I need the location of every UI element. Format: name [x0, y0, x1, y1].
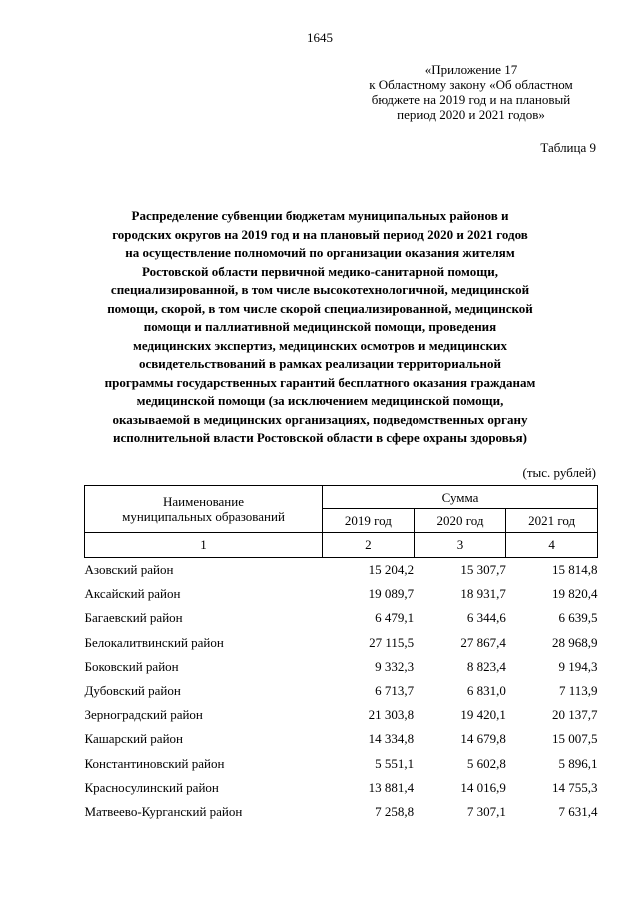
table-row: [85, 727, 598, 751]
header-sum: Сумма: [323, 486, 598, 509]
municipality-name: Аксайский район: [84, 586, 181, 602]
title-line: оказываемой в медицинских организациях, подведомственных органу: [112, 411, 528, 427]
value-2019: 13 881,4: [368, 779, 415, 795]
title-line: специализированной, в том числе высокотехнологичной, медицинской: [110, 282, 530, 297]
title-line: освидетельствований в рамках реализации территориальной: [138, 356, 501, 371]
column-number: 3: [414, 533, 506, 558]
header-year-2021: 2021 год: [506, 509, 598, 533]
table-row: [85, 631, 598, 655]
value-2021: 15 814,8: [552, 562, 598, 578]
value-2019: 19 089,7: [368, 586, 415, 602]
value-2020: 14 016,9: [460, 779, 506, 795]
title-line: помощи, скорой, в том числе скорой специализированной, медицинской: [107, 300, 533, 316]
value-2020: 6 344,6: [466, 610, 506, 626]
table-row: [85, 558, 598, 583]
value-2020: 6 831,0: [466, 683, 506, 699]
document-title: [80, 207, 560, 448]
municipality-name: Багаевский район: [84, 610, 183, 626]
value-2020: 18 931,7: [460, 586, 506, 602]
title-line: медицинской помощи (за исключением медицинской помощи,: [136, 393, 504, 408]
municipality-name: Белокалитвинский район: [84, 634, 224, 650]
value-2019: 9 332,3: [375, 658, 415, 674]
value-2020: 14 679,8: [460, 731, 506, 747]
value-2021: 7 113,9: [558, 683, 598, 699]
column-number: 4: [506, 533, 598, 558]
municipality-name: Константиновский район: [84, 755, 225, 771]
value-2019: 5 551,1: [375, 755, 415, 771]
title-line: Распределение субвенции бюджетам муниципальных районов и: [131, 208, 509, 223]
value-2020: 27 867,4: [460, 634, 506, 650]
value-2021: 15 007,5: [552, 731, 598, 747]
municipality-name: Красносулинский район: [84, 779, 219, 795]
header-name-line: Наименование: [163, 494, 244, 509]
title-line: помощи и паллиативной медицинской помощи, проведения: [143, 319, 497, 334]
title-line: медицинских экспертиз, медицинских осмотров и медицинских: [133, 337, 507, 353]
value-2019: 6 713,7: [375, 683, 415, 699]
value-2019: 27 115,5: [369, 634, 415, 650]
header-year-2019: 2019 год: [323, 509, 415, 533]
units-label: (тыс. рублей): [522, 465, 596, 480]
value-2021: 7 631,4: [558, 803, 598, 819]
value-2019: 6 479,1: [375, 610, 415, 626]
title-line: Ростовской области первичной медико-санитарной помощи,: [142, 263, 498, 279]
title-line: городских округов на 2019 год и на плановый период 2020 и 2021 годов: [112, 226, 528, 242]
table-row: [85, 582, 598, 606]
value-2021: 14 755,3: [552, 779, 598, 795]
table-row: [85, 606, 598, 630]
municipality-name: Азовский район: [84, 562, 174, 578]
title-line: на осуществление полномочий по организации оказания жителям: [125, 245, 515, 260]
header-municipality: [85, 486, 323, 533]
header-name-line: муниципальных образований: [122, 509, 285, 524]
page-number: 1645: [307, 30, 333, 45]
municipality-name: Боковский район: [84, 658, 179, 674]
header-year-2020: 2020 год: [414, 509, 506, 533]
value-2020: 19 420,1: [460, 707, 506, 723]
appendix-line: к Областному закону «Об областном: [369, 77, 573, 92]
appendix-note: [340, 62, 602, 122]
value-2019: 7 258,8: [375, 803, 415, 819]
value-2021: 5 896,1: [558, 755, 598, 771]
municipality-name: Зерноградский район: [84, 707, 203, 723]
column-number: 1: [85, 533, 323, 558]
municipality-name: Кашарский район: [84, 731, 183, 747]
municipality-name: Дубовский район: [84, 683, 181, 699]
appendix-line: период 2020 и 2021 годов»: [397, 107, 545, 122]
table-row: [85, 800, 598, 824]
appendix-line: бюджете на 2019 год и на плановый: [371, 92, 571, 107]
column-number: 2: [323, 533, 415, 558]
value-2021: 20 137,7: [552, 707, 598, 723]
value-2019: 21 303,8: [368, 707, 415, 723]
value-2020: 7 307,1: [466, 803, 506, 819]
table-row: [85, 776, 598, 800]
table-row: [85, 655, 598, 679]
value-2020: 8 823,4: [466, 658, 506, 674]
table-number: Таблица 9: [540, 140, 596, 155]
table-row: [85, 679, 598, 703]
value-2021: 19 820,4: [552, 586, 598, 602]
table-row: [85, 703, 598, 727]
value-2021: 28 968,9: [552, 634, 598, 650]
value-2019: 14 334,8: [368, 731, 415, 747]
value-2021: 9 194,3: [558, 658, 598, 674]
title-line: исполнительной власти Ростовской области в сфере охраны здоровья): [112, 430, 527, 445]
value-2020: 5 602,8: [466, 755, 506, 771]
value-2021: 6 639,5: [558, 610, 598, 626]
column-number-row: [85, 533, 598, 558]
value-2020: 15 307,7: [460, 562, 506, 578]
value-2019: 15 204,2: [368, 562, 415, 578]
municipality-name: Матвеево-Курганский район: [84, 803, 243, 819]
title-line: программы государственных гарантий бесплатного оказания гражданам: [104, 374, 536, 390]
appendix-line: «Приложение 17: [424, 62, 518, 77]
table-row: [85, 752, 598, 776]
subvention-table: [84, 485, 598, 824]
